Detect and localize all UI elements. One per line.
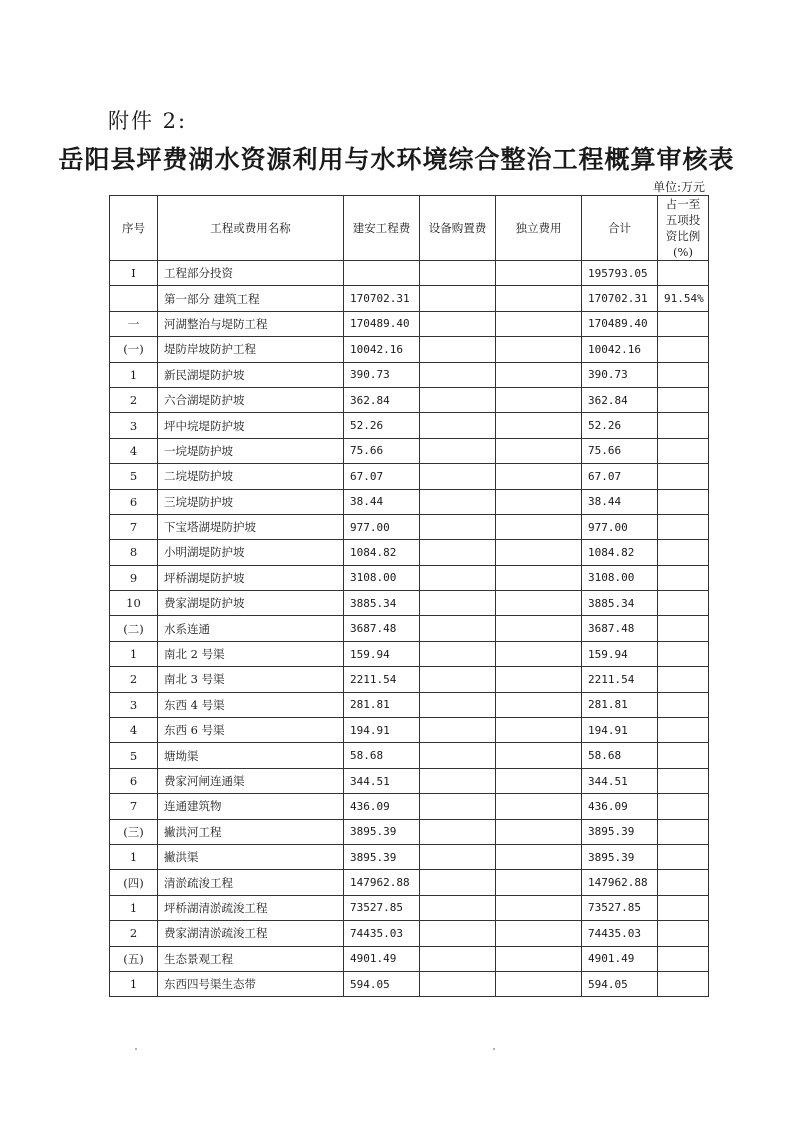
cell-equipment	[420, 870, 496, 895]
header-total: 合计	[582, 196, 658, 261]
cell-equipment	[420, 413, 496, 438]
cell-equipment	[420, 641, 496, 666]
cell-construction: 3895.39	[344, 819, 420, 844]
cell-equipment	[420, 946, 496, 971]
table-row	[110, 692, 709, 717]
cell-construction	[344, 261, 420, 286]
cell-name: 清淤疏浚工程	[158, 870, 344, 895]
cell-no: 1	[110, 641, 158, 666]
cell-independent	[496, 514, 582, 539]
cell-no: 3	[110, 413, 158, 438]
cell-total: 3687.48	[582, 616, 658, 641]
cell-no	[110, 286, 158, 311]
cell-total: 344.51	[582, 768, 658, 793]
cell-construction: 344.51	[344, 768, 420, 793]
cell-name: 撇洪渠	[158, 844, 344, 869]
cell-total: 195793.05	[582, 261, 658, 286]
cell-equipment	[420, 895, 496, 920]
cell-construction: 281.81	[344, 692, 420, 717]
cell-independent	[496, 718, 582, 743]
cell-no: (四)	[110, 870, 158, 895]
table-row	[110, 591, 709, 616]
cell-equipment	[420, 540, 496, 565]
cell-total: 170489.40	[582, 311, 658, 336]
table-row	[110, 514, 709, 539]
header-name: 工程或费用名称	[158, 196, 344, 261]
header-construction: 建安工程费	[344, 196, 420, 261]
cell-independent	[496, 489, 582, 514]
cell-name: 费家河闸连通渠	[158, 768, 344, 793]
cell-ratio	[658, 794, 709, 819]
cell-ratio	[658, 616, 709, 641]
cell-no: (二)	[110, 616, 158, 641]
cell-equipment	[420, 565, 496, 590]
cell-independent	[496, 616, 582, 641]
cell-construction: 436.09	[344, 794, 420, 819]
cell-ratio	[658, 667, 709, 692]
cell-total: 74435.03	[582, 921, 658, 946]
cell-construction: 390.73	[344, 362, 420, 387]
table-row	[110, 718, 709, 743]
cell-independent	[496, 464, 582, 489]
cell-independent	[496, 311, 582, 336]
table-row	[110, 540, 709, 565]
cell-independent	[496, 591, 582, 616]
cell-independent	[496, 971, 582, 996]
cell-total: 977.00	[582, 514, 658, 539]
cell-total: 390.73	[582, 362, 658, 387]
budget-table	[109, 195, 709, 997]
cell-construction: 3895.39	[344, 844, 420, 869]
scan-mark	[493, 1048, 495, 1050]
table-row	[110, 311, 709, 336]
cell-no: 2	[110, 667, 158, 692]
table-row	[110, 743, 709, 768]
cell-independent	[496, 692, 582, 717]
cell-total: 147962.88	[582, 870, 658, 895]
cell-no: 5	[110, 464, 158, 489]
cell-ratio	[658, 413, 709, 438]
cell-ratio	[658, 540, 709, 565]
cell-total: 52.26	[582, 413, 658, 438]
cell-construction: 977.00	[344, 514, 420, 539]
cell-name: 南北 3 号渠	[158, 667, 344, 692]
cell-ratio	[658, 743, 709, 768]
cell-equipment	[420, 514, 496, 539]
cell-total: 362.84	[582, 387, 658, 412]
cell-construction: 594.05	[344, 971, 420, 996]
cell-construction: 170489.40	[344, 311, 420, 336]
cell-total: 281.81	[582, 692, 658, 717]
cell-construction: 73527.85	[344, 895, 420, 920]
cell-construction: 147962.88	[344, 870, 420, 895]
cell-construction: 52.26	[344, 413, 420, 438]
cell-name: 六合湖堤防护坡	[158, 387, 344, 412]
cell-ratio	[658, 946, 709, 971]
cell-construction: 362.84	[344, 387, 420, 412]
cell-independent	[496, 387, 582, 412]
cell-no: (三)	[110, 819, 158, 844]
cell-name: 东西四号渠生态带	[158, 971, 344, 996]
cell-independent	[496, 362, 582, 387]
table-row	[110, 794, 709, 819]
cell-equipment	[420, 438, 496, 463]
cell-ratio	[658, 438, 709, 463]
cell-name: 水系连通	[158, 616, 344, 641]
cell-ratio	[658, 692, 709, 717]
cell-total: 194.91	[582, 718, 658, 743]
cell-ratio	[658, 362, 709, 387]
cell-equipment	[420, 743, 496, 768]
cell-no: 6	[110, 489, 158, 514]
cell-no: 一	[110, 311, 158, 336]
table-row	[110, 286, 709, 311]
cell-total: 2211.54	[582, 667, 658, 692]
cell-no: I	[110, 261, 158, 286]
cell-total: 58.68	[582, 743, 658, 768]
cell-total: 3885.34	[582, 591, 658, 616]
cell-total: 3108.00	[582, 565, 658, 590]
cell-name: 费家湖清淤疏浚工程	[158, 921, 344, 946]
cell-construction: 58.68	[344, 743, 420, 768]
cell-total: 75.66	[582, 438, 658, 463]
cell-no: (五)	[110, 946, 158, 971]
cell-no: 3	[110, 692, 158, 717]
table-row	[110, 870, 709, 895]
cell-total: 436.09	[582, 794, 658, 819]
table-row	[110, 768, 709, 793]
cell-no: 10	[110, 591, 158, 616]
cell-no: (一)	[110, 337, 158, 362]
cell-construction: 159.94	[344, 641, 420, 666]
table-row	[110, 489, 709, 514]
cell-ratio	[658, 768, 709, 793]
cell-name: 三垸堤防护坡	[158, 489, 344, 514]
cell-no: 1	[110, 971, 158, 996]
cell-name: 费家湖堤防护坡	[158, 591, 344, 616]
cell-ratio	[658, 921, 709, 946]
cell-equipment	[420, 971, 496, 996]
cell-independent	[496, 667, 582, 692]
cell-independent	[496, 540, 582, 565]
cell-independent	[496, 819, 582, 844]
attachment-label: 附件 2:	[108, 109, 188, 133]
table-row	[110, 946, 709, 971]
table-row	[110, 819, 709, 844]
table-row	[110, 616, 709, 641]
cell-equipment	[420, 616, 496, 641]
cell-independent	[496, 768, 582, 793]
cell-no: 2	[110, 921, 158, 946]
cell-name: 一垸堤防护坡	[158, 438, 344, 463]
cell-ratio	[658, 489, 709, 514]
cell-equipment	[420, 387, 496, 412]
cell-no: 1	[110, 844, 158, 869]
cell-name: 连通建筑物	[158, 794, 344, 819]
cell-equipment	[420, 261, 496, 286]
cell-ratio	[658, 819, 709, 844]
cell-equipment	[420, 692, 496, 717]
cell-no: 2	[110, 387, 158, 412]
cell-independent	[496, 641, 582, 666]
cell-no: 5	[110, 743, 158, 768]
cell-independent	[496, 565, 582, 590]
table-row	[110, 667, 709, 692]
cell-independent	[496, 870, 582, 895]
cell-construction: 3108.00	[344, 565, 420, 590]
cell-construction: 10042.16	[344, 337, 420, 362]
cell-name: 第一部分 建筑工程	[158, 286, 344, 311]
cell-total: 38.44	[582, 489, 658, 514]
cell-name: 东西 6 号渠	[158, 718, 344, 743]
cell-name: 塘坳渠	[158, 743, 344, 768]
cell-no: 1	[110, 362, 158, 387]
cell-independent	[496, 844, 582, 869]
cell-total: 67.07	[582, 464, 658, 489]
cell-total: 594.05	[582, 971, 658, 996]
cell-name: 二垸堤防护坡	[158, 464, 344, 489]
cell-construction: 3885.34	[344, 591, 420, 616]
table-row	[110, 921, 709, 946]
table-header-row	[110, 196, 709, 261]
table-row	[110, 641, 709, 666]
table-row	[110, 464, 709, 489]
cell-ratio	[658, 261, 709, 286]
cell-ratio	[658, 565, 709, 590]
cell-ratio	[658, 464, 709, 489]
header-no: 序号	[110, 196, 158, 261]
cell-construction: 38.44	[344, 489, 420, 514]
table-row	[110, 387, 709, 412]
cell-total: 4901.49	[582, 946, 658, 971]
cell-equipment	[420, 844, 496, 869]
cell-equipment	[420, 311, 496, 336]
cell-no: 4	[110, 718, 158, 743]
cell-no: 6	[110, 768, 158, 793]
page-title: 岳阳县坪费湖水资源利用与水环境综合整治工程概算审核表	[58, 145, 735, 174]
cell-total: 10042.16	[582, 337, 658, 362]
cell-independent	[496, 261, 582, 286]
cell-total: 159.94	[582, 641, 658, 666]
cell-name: 堤防岸坡防护工程	[158, 337, 344, 362]
table-row	[110, 971, 709, 996]
cell-equipment	[420, 286, 496, 311]
table-row	[110, 844, 709, 869]
cell-total: 170702.31	[582, 286, 658, 311]
cell-ratio: 91.54%	[658, 286, 709, 311]
header-ratio: 占一至五项投资比例(%)	[658, 196, 709, 261]
cell-name: 坪桥湖堤防护坡	[158, 565, 344, 590]
cell-independent	[496, 921, 582, 946]
cell-ratio	[658, 895, 709, 920]
cell-name: 工程部分投资	[158, 261, 344, 286]
cell-ratio	[658, 591, 709, 616]
cell-equipment	[420, 794, 496, 819]
cell-construction: 74435.03	[344, 921, 420, 946]
cell-name: 撇洪河工程	[158, 819, 344, 844]
table-row	[110, 565, 709, 590]
table-row	[110, 413, 709, 438]
cell-name: 坪中垸堤防护坡	[158, 413, 344, 438]
cell-construction: 194.91	[344, 718, 420, 743]
cell-construction: 2211.54	[344, 667, 420, 692]
cell-construction: 75.66	[344, 438, 420, 463]
cell-independent	[496, 286, 582, 311]
cell-ratio	[658, 641, 709, 666]
cell-ratio	[658, 337, 709, 362]
cell-ratio	[658, 718, 709, 743]
cell-equipment	[420, 464, 496, 489]
unit-label: 单位:万元	[652, 180, 705, 194]
cell-name: 坪桥湖清淤疏浚工程	[158, 895, 344, 920]
cell-ratio	[658, 514, 709, 539]
cell-name: 河湖整治与堤防工程	[158, 311, 344, 336]
cell-construction: 67.07	[344, 464, 420, 489]
cell-independent	[496, 895, 582, 920]
cell-construction: 3687.48	[344, 616, 420, 641]
cell-ratio	[658, 311, 709, 336]
cell-total: 73527.85	[582, 895, 658, 920]
header-independent: 独立费用	[496, 196, 582, 261]
cell-name: 下宝塔湖堤防护坡	[158, 514, 344, 539]
cell-independent	[496, 337, 582, 362]
cell-equipment	[420, 362, 496, 387]
cell-equipment	[420, 768, 496, 793]
cell-equipment	[420, 819, 496, 844]
cell-equipment	[420, 337, 496, 362]
cell-ratio	[658, 844, 709, 869]
cell-equipment	[420, 667, 496, 692]
cell-independent	[496, 946, 582, 971]
cell-total: 3895.39	[582, 844, 658, 869]
cell-name: 生态景观工程	[158, 946, 344, 971]
table-row	[110, 362, 709, 387]
scan-mark	[135, 1048, 137, 1050]
cell-equipment	[420, 591, 496, 616]
cell-no: 1	[110, 895, 158, 920]
cell-independent	[496, 413, 582, 438]
cell-no: 8	[110, 540, 158, 565]
cell-name: 新民湖堤防护坡	[158, 362, 344, 387]
cell-construction: 4901.49	[344, 946, 420, 971]
table-row	[110, 895, 709, 920]
table-row	[110, 337, 709, 362]
cell-total: 3895.39	[582, 819, 658, 844]
cell-no: 7	[110, 514, 158, 539]
cell-name: 东西 4 号渠	[158, 692, 344, 717]
cell-name: 小明湖堤防护坡	[158, 540, 344, 565]
cell-construction: 1084.82	[344, 540, 420, 565]
cell-equipment	[420, 718, 496, 743]
cell-name: 南北 2 号渠	[158, 641, 344, 666]
cell-independent	[496, 743, 582, 768]
table-row	[110, 438, 709, 463]
header-equipment: 设备购置费	[420, 196, 496, 261]
table-body	[110, 261, 709, 997]
cell-ratio	[658, 870, 709, 895]
cell-total: 1084.82	[582, 540, 658, 565]
cell-independent	[496, 794, 582, 819]
cell-ratio	[658, 971, 709, 996]
cell-no: 9	[110, 565, 158, 590]
table-row	[110, 261, 709, 286]
cell-equipment	[420, 921, 496, 946]
cell-equipment	[420, 489, 496, 514]
cell-independent	[496, 438, 582, 463]
cell-ratio	[658, 387, 709, 412]
cell-no: 4	[110, 438, 158, 463]
cell-no: 7	[110, 794, 158, 819]
cell-construction: 170702.31	[344, 286, 420, 311]
